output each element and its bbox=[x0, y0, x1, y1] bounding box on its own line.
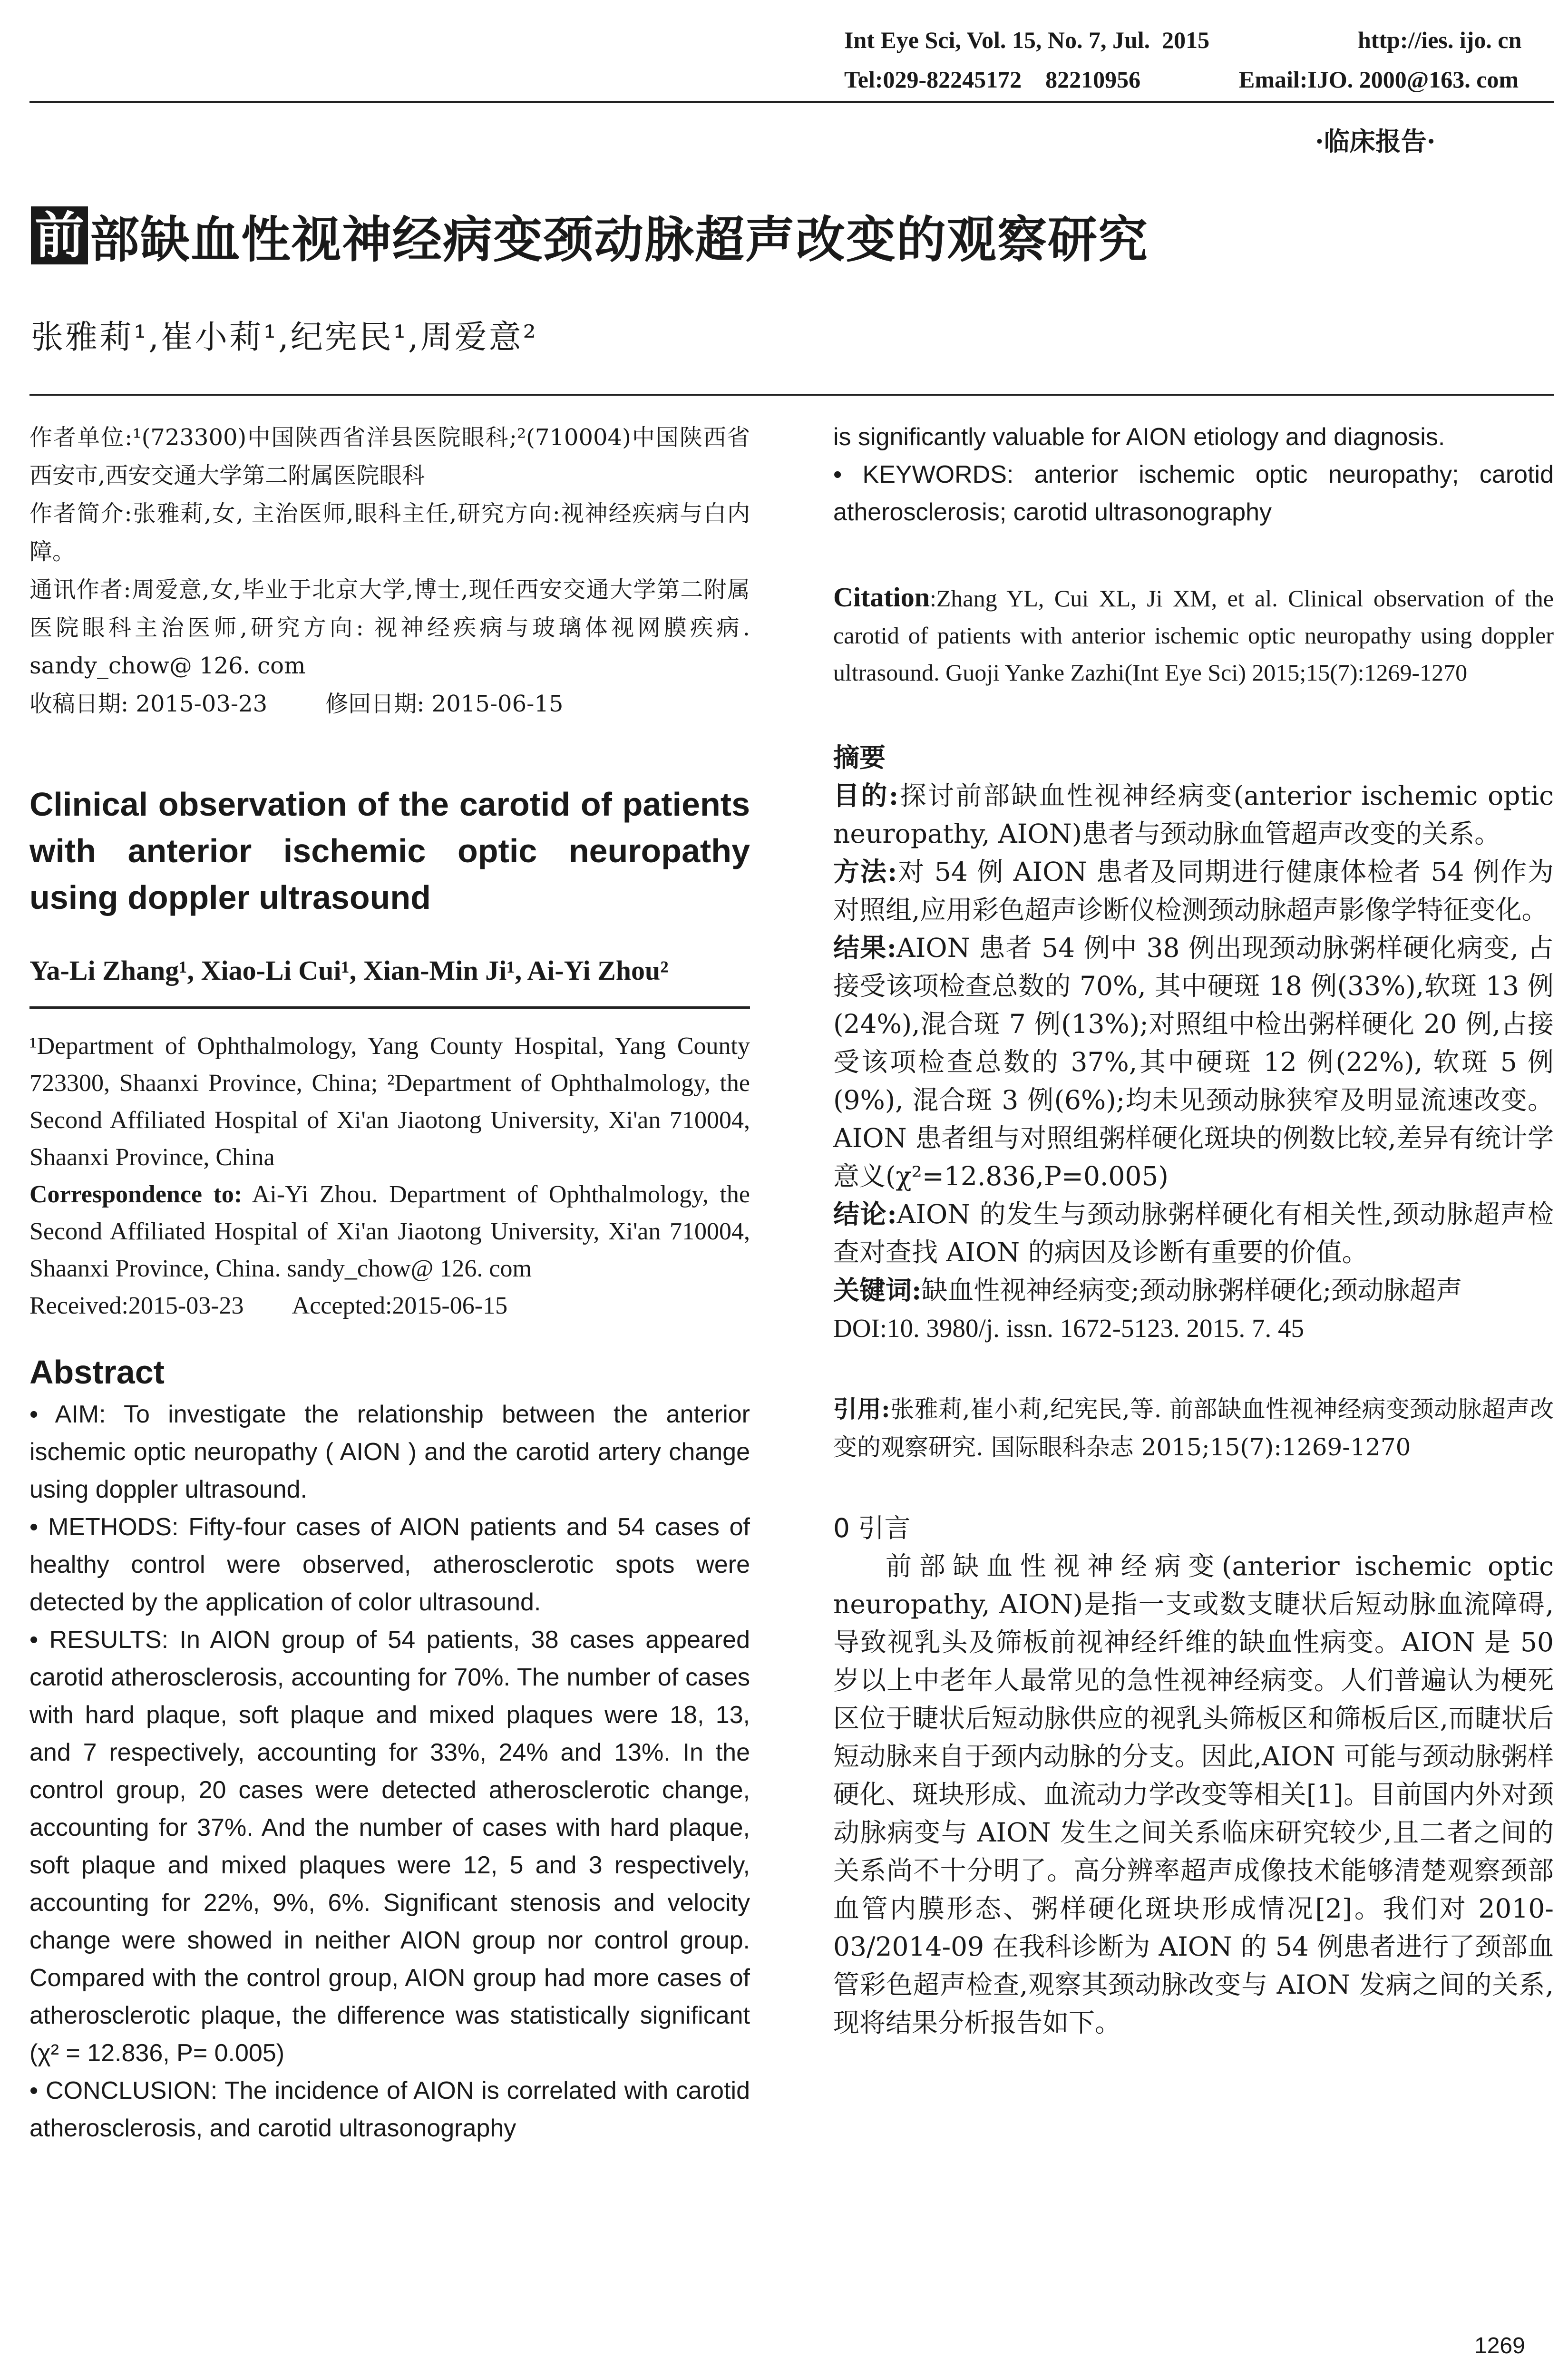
intro-heading: 0 引言 bbox=[833, 1513, 911, 1543]
fangfa-label: 方法: bbox=[833, 856, 897, 887]
abstract-cn-results bbox=[833, 929, 1554, 1195]
authors-cn: 张雅莉¹,崔小莉¹,纪宪民¹,周爱意² bbox=[31, 319, 538, 356]
mudi-text: 探讨前部缺血性视神经病变(anterior ischemic optic neuropathy, AION)患者与颈动脉血管超声改变的关系。 bbox=[833, 780, 1554, 849]
correspondence-cn: 通讯作者:周爱意,女,毕业于北京大学,博士,现任西安交通大学第二附属医院眼科主治医师,研究方向: 视神经疾病与玻璃体视网膜疾病. sandy_chow@ 126. com bbox=[29, 576, 750, 679]
abstract-cn-aim bbox=[833, 777, 1554, 853]
title-rest: 部缺血性视神经病变颈动脉超声改变的观察研究 bbox=[90, 211, 1149, 269]
affil-rule bbox=[29, 1006, 750, 1009]
fangfa-text: 对 54 例 AION 患者及同期进行健康体检者 54 例作为对照组,应用彩色超声诊断仪检测颈动脉超声影像学特征变化。 bbox=[833, 857, 1554, 925]
keywords-en: • KEYWORDS: anterior ischemic optic neuropathy; carotid atherosclerosis; carotid ultrasonography bbox=[833, 461, 1554, 526]
dates-cn: 收稿日期: 2015-03-23 修回日期: 2015-06-15 bbox=[29, 691, 564, 717]
abstract-aim: • AIM: To investigate the relationship between the anterior ischemic optic neuropathy ( AION ) and the carotid artery change using doppler ultrasound. bbox=[29, 1401, 750, 1503]
abstract-cn-keywords bbox=[833, 1271, 1554, 1309]
yinyong-label: 引用: bbox=[833, 1395, 890, 1423]
keywords-cn-label: 关键词: bbox=[833, 1275, 922, 1305]
authors-en: Ya-Li Zhang¹, Xiao-Li Cui¹, Xian-Min Ji¹, Ai-Yi Zhou² bbox=[29, 955, 669, 986]
page-number: 1269 bbox=[1474, 2333, 1525, 2358]
title-rule bbox=[29, 394, 1554, 396]
journal-email[interactable]: Email:IJO. 2000@163. com bbox=[1239, 66, 1519, 93]
page-title bbox=[31, 202, 1149, 269]
affiliation-cn: 作者单位:¹(723300)中国陕西省洋县医院眼科;²(710004)中国陕西省西安市,西安交通大学第二附属医院眼科 bbox=[29, 424, 750, 489]
jielun-text: AION 的发生与颈动脉粥样硬化有相关性,颈动脉超声检查对查找 AION 的病因及诊断有重要的价值。 bbox=[833, 1199, 1554, 1267]
yinyong-text: 张雅莉,崔小莉,纪宪民,等. 前部缺血性视神经病变颈动脉超声改变的观察研究. 国际眼科杂志 2015;15(7):1269-1270 bbox=[833, 1395, 1554, 1461]
correspondence-text: Ai-Yi Zhou. Department of Ophthalmology, the Second Affiliated Hospital of Xi'an Jiaotong University, Xi'an 710004, Shaanxi Province, China. sandy_chow@ 126. com bbox=[29, 1181, 750, 1282]
dates-en: Received:2015-03-23 Accepted:2015-06-15 bbox=[29, 1292, 508, 1319]
jieguo-text: AION 患者 54 例中 38 例出现颈动脉粥样硬化病变, 占接受该项检查总数的 70%, 其中硬斑 18 例(33%),软斑 13 例(24%),混合斑 7 例(13%);对照组中检出粥样硬化 20 例,占接受该项检查总数的 37%,其中硬斑 12 例(22%), 软斑 5 例(9%), 混合斑 3 例(6%);均未见颈动脉狭窄及明显流速改变。AION 患者组与对照组粥样硬化斑块的例数比较,差异有统计学意义(χ²=12.836,P=0.005) bbox=[833, 933, 1554, 1191]
abstract-cn-methods bbox=[833, 853, 1554, 929]
section-label: ·临床报告· bbox=[1315, 126, 1436, 156]
journal-url[interactable]: http://ies. ijo. cn bbox=[1358, 27, 1522, 53]
abstract-heading: Abstract bbox=[29, 1354, 165, 1391]
correspondence-en bbox=[29, 1176, 750, 1287]
affiliation-en: ¹Department of Ophthalmology, Yang County Hospital, Yang County 723300, Shaanxi Province, China; ²Department of Ophthalmology, the Second Affiliated Hospital of Xi'an Jiaotong University, Xi'an 710004, Shaanxi Province, China bbox=[29, 1033, 750, 1171]
header-rule bbox=[29, 101, 1554, 103]
jielun-label: 结论: bbox=[833, 1198, 897, 1229]
conclusion-continued: is significantly valuable for AION etiology and diagnosis. bbox=[833, 423, 1445, 451]
journal-tel: Tel:029-82245172 82210956 bbox=[844, 66, 1141, 93]
intro-text: 前部缺血性视神经病变(anterior ischemic optic neuropathy, AION)是指一支或数支睫状后短动脉血流障碍,导致视乳头及筛板前视神经纤维的缺血性病变。AION 是 50 岁以上中老年人最常见的急性视神经病变。人们普遍认为梗死区位于睫状后短动脉供应的视乳头筛板区和筛板后区,而睫状后短动脉来自于颈内动脉的分支。因此,AION 可能与颈动脉粥样硬化、斑块形成、血流动力学改变等相关[1]。目前国内外对颈动脉病变与 AION 发生之间关系临床研究较少,且二者之间的关系尚不十分明了。高分辨率超声成像技术能够清楚观察颈部血管内膜形态、粥样硬化斑块形成情况[2]。我们对 2010-03/2014-09 在我科诊断为 AION 的 54 例患者进行了颈部血管彩色超声检查,观察其颈动脉改变与 AION 发病之间的关系,现将结果分析报告如下。 bbox=[833, 1551, 1554, 2038]
jieguo-label: 结果: bbox=[833, 932, 897, 963]
title-first-char: 前 bbox=[31, 206, 88, 264]
correspondence-label: Correspondence to: bbox=[29, 1181, 243, 1208]
citation-cn bbox=[833, 1390, 1554, 1466]
abstract-results: • RESULTS: In AION group of 54 patients, 38 cases appeared carotid atherosclerosis, accounting for 70%. The number of cases with hard plaque, soft plaque and mixed plaques were 18, 13, and 7 respectively, accounting for 33%, 24% and 13%. In the control group, 20 cases were detected atherosclerotic change, accounting for 37%. And the number of cases with hard plaque, soft plaque and mixed plaques were 12, 5 and 3 respectively, accounting for 22%, 9%, 6%. Significant stenosis and velocity change were showed in neither AION group nor control group. Compared with the control group, AION group had more cases of atherosclerotic plaque, the difference was statistically significant (χ² = 12.836, P= 0.005) bbox=[29, 1626, 750, 2067]
citation-label: Citation bbox=[833, 582, 930, 613]
zhaiyao-heading: 摘要 bbox=[833, 742, 886, 773]
mudi-label: 目的: bbox=[833, 780, 899, 811]
abstract-conclusion: • CONCLUSION: The incidence of AION is correlated with carotid atherosclerosis, and carotid ultrasonography bbox=[29, 2077, 750, 2142]
citation-en bbox=[833, 579, 1554, 691]
abstract-methods: • METHODS: Fifty-four cases of AION patients and 54 cases of healthy control were observed, atherosclerotic spots were detected by the application of color ultrasound. bbox=[29, 1513, 750, 1616]
citation-text: :Zhang YL, Cui XL, Ji XM, et al. Clinical observation of the carotid of patients with anterior ischemic optic neuropathy using doppler ultrasound. Guoji Yanke Zazhi(Int Eye Sci) 2015;15(7):1269-1270 bbox=[833, 585, 1554, 686]
keywords-cn-text: 缺血性视神经病变;颈动脉粥样硬化;颈动脉超声 bbox=[921, 1275, 1462, 1305]
english-title: Clinical observation of the carotid of patients with anterior ischemic optic neuropathy using doppler ultrasound bbox=[29, 786, 750, 916]
doi[interactable]: DOI:10. 3980/j. issn. 1672-5123. 2015. 7. 45 bbox=[833, 1314, 1304, 1343]
abstract-cn-conclusion bbox=[833, 1195, 1554, 1271]
journal-info: Int Eye Sci, Vol. 15, No. 7, Jul. 2015 bbox=[844, 27, 1210, 53]
bio-cn: 作者简介:张雅莉,女, 主治医师,眼科主任,研究方向:视神经疾病与白内障。 bbox=[29, 500, 750, 565]
